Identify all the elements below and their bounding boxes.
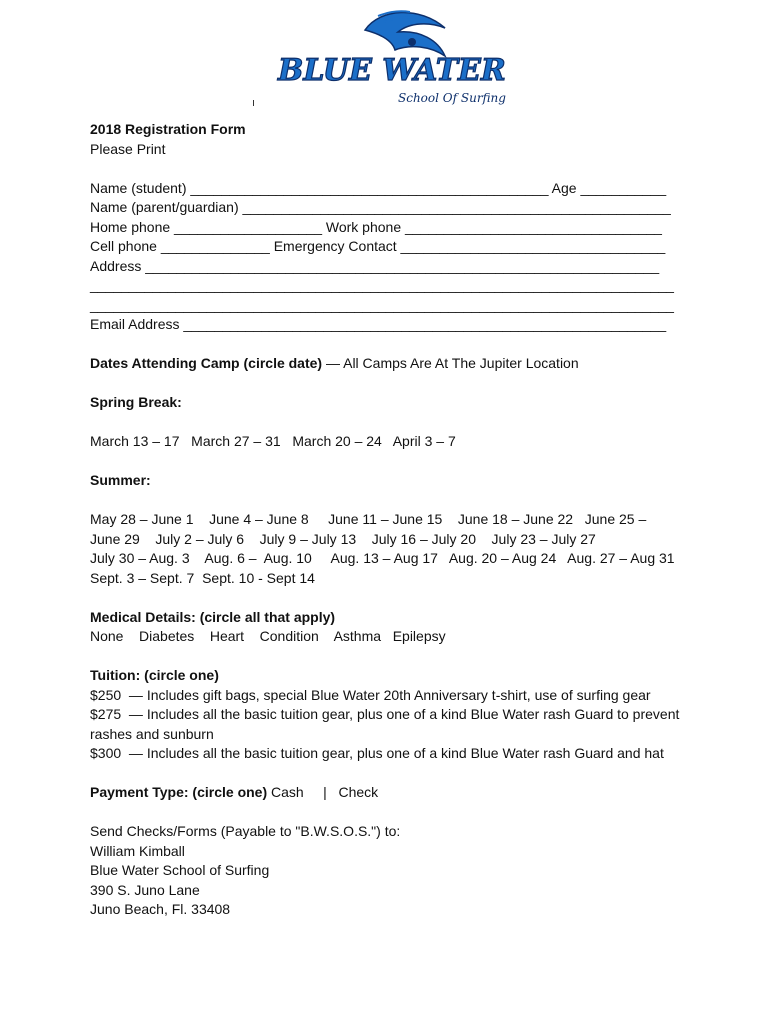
field-guardian-name[interactable]: Name (parent/guardian) _______________________________________________________	[90, 199, 671, 215]
wave-icon	[365, 12, 445, 56]
form-body	[90, 120, 690, 920]
field-email[interactable]: Email Address ______________________________________________________________	[90, 316, 667, 332]
field-address-line-3[interactable]: ___________________________________________________________________________	[90, 296, 674, 313]
dates-label: Dates Attending Camp (circle date)	[90, 355, 323, 371]
mailing-instructions: Send Checks/Forms (Payable to "B.W.S.O.S.") to:	[90, 823, 401, 839]
stray-mark	[253, 100, 254, 106]
mailing-street: 390 S. Juno Lane	[90, 881, 200, 898]
spring-break-label: Spring Break:	[90, 394, 182, 410]
tuition-label: Tuition: (circle one)	[90, 667, 219, 683]
payment-row	[90, 783, 690, 803]
mailing-name: William Kimball	[90, 842, 185, 859]
summer-dates-row[interactable]: May 28 – June 1 June 4 – June 8 June 11 – June 15 June 18 – June 22 June 25 –	[90, 511, 647, 527]
form-title: 2018 Registration Form	[90, 121, 246, 137]
field-student-name[interactable]: Name (student) ______________________________________________ Age ___________	[90, 179, 667, 196]
surfer-icon	[408, 38, 416, 46]
medical-label: Medical Details: (circle all that apply)	[90, 608, 336, 625]
form-subtitle: Please Print	[90, 140, 166, 157]
medical-options[interactable]: None Diabetes Heart Condition Asthma Epilepsy	[90, 628, 446, 644]
summer-dates-row[interactable]: July 30 – Aug. 3 Aug. 6 – Aug. 10 Aug. 13 – Aug 17 Aug. 20 – Aug 24 Aug. 27 – Aug 31	[90, 550, 675, 566]
summer-dates-row[interactable]: June 29 July 2 – July 6 July 9 – July 13 July 16 – July 20 July 23 – July 27	[90, 530, 596, 547]
field-phones[interactable]: Home phone ___________________ Work phone _________________________________	[90, 218, 662, 235]
tuition-option-275-cont: rashes and sunburn	[90, 725, 214, 742]
tuition-option-250[interactable]: $250 — Includes gift bags, special Blue Water 20th Anniversary t-shirt, use of surfing gear	[90, 686, 651, 703]
dates-heading	[90, 354, 690, 374]
field-address[interactable]: Address __________________________________________________________________	[90, 257, 660, 274]
logo-tagline: School Of Surfing	[398, 91, 506, 105]
spring-break-dates[interactable]: March 13 – 17 March 27 – 31 March 20 – 24 April 3 – 7	[90, 433, 456, 449]
summer-label: Summer:	[90, 472, 151, 488]
tuition-option-275[interactable]: $275 — Includes all the basic tuition gear, plus one of a kind Blue Water rash Guard to prevent	[90, 706, 680, 722]
field-cell-emergency[interactable]: Cell phone ______________ Emergency Contact __________________________________	[90, 238, 666, 254]
tuition-option-300[interactable]: $300 — Includes all the basic tuition gear, plus one of a kind Blue Water rash Guard and hat	[90, 745, 664, 761]
summer-dates-row[interactable]: Sept. 3 – Sept. 7 Sept. 10 - Sept 14	[90, 569, 315, 586]
logo-brand-text: BLUE WATER	[278, 53, 506, 88]
mailing-city: Juno Beach, Fl. 33408	[90, 901, 231, 917]
dates-note: — All Camps Are At The Jupiter Location	[322, 355, 579, 371]
payment-label: Payment Type: (circle one)	[90, 784, 268, 800]
field-address-line-2[interactable]: ___________________________________________________________________________	[90, 277, 674, 293]
payment-options[interactable]: Cash | Check	[267, 784, 379, 800]
mailing-org: Blue Water School of Surfing	[90, 862, 270, 878]
blue-water-logo	[270, 10, 520, 110]
